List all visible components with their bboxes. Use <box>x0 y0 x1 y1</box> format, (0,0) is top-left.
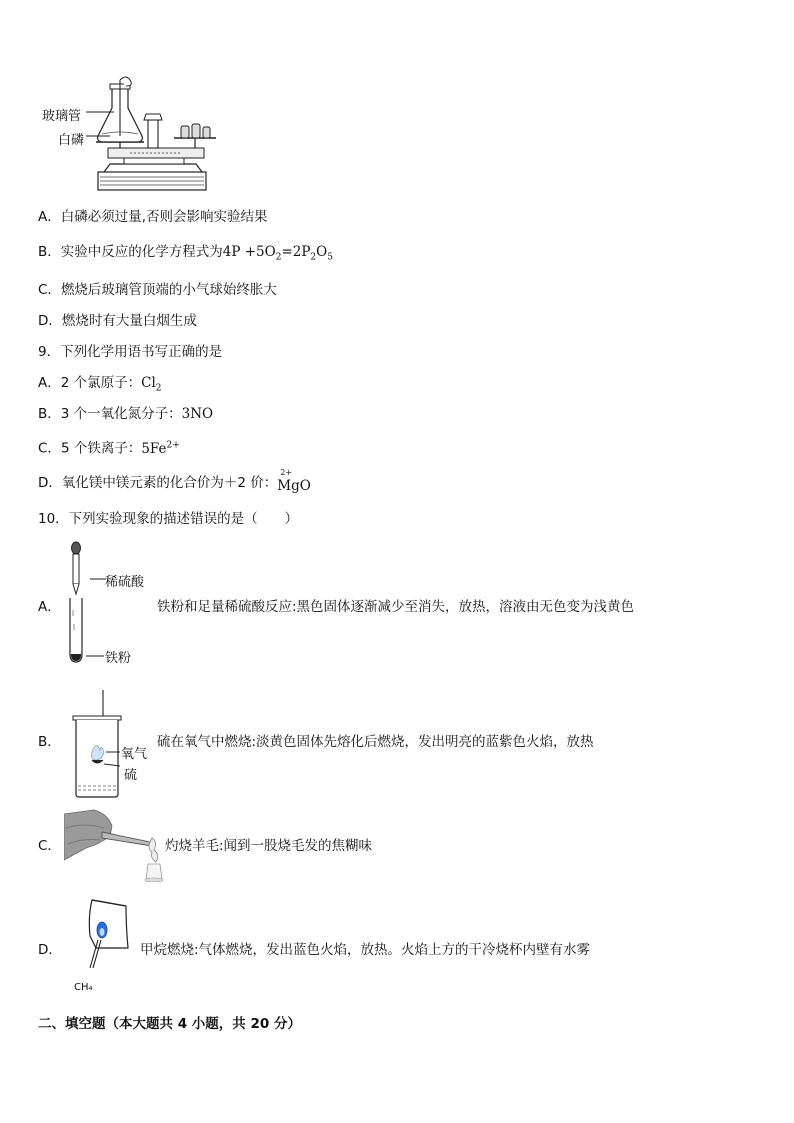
q10-option-c-text: 灼烧羊毛:闻到一股烧毛发的焦糊味 <box>165 838 373 854</box>
option-text: 5 个铁离子： <box>60 440 142 457</box>
methane-flame-figure <box>80 896 140 980</box>
label-oxygen: 氧气 <box>121 747 148 762</box>
formula: $Cl_2$ <box>141 375 162 394</box>
option-letter: D． <box>38 475 62 491</box>
option-text: 3 个一氧化氮分子： <box>60 406 182 422</box>
dropper-testtube-figure <box>62 540 92 666</box>
burning-wool-drawing <box>64 808 166 882</box>
label-sulfur: 硫 <box>124 768 138 783</box>
q9-option-b <box>38 405 213 423</box>
option-letter: C． <box>38 440 61 457</box>
figure-label-tube: 玻璃管 <box>42 109 82 124</box>
q9-option-d <box>38 468 313 494</box>
valence-formula: 2+ MgO <box>277 474 313 492</box>
label-methane: CH₄ <box>74 982 93 993</box>
option-text: 燃烧后玻璃管顶端的小气球始终胀大 <box>60 282 277 298</box>
option-text: 氧化镁中镁元素的化合价为＋2 价： <box>61 475 278 491</box>
option-text: 燃烧时有大量白烟生成 <box>61 313 197 329</box>
valence-mark: 2+ <box>280 468 293 477</box>
option-letter: B． <box>38 406 61 422</box>
methane-flame-drawing <box>80 896 140 980</box>
option-letter: D． <box>38 313 62 329</box>
section-heading: 二、填空题（本大题共 4 小题，共 20 分） <box>38 1016 301 1032</box>
q9-option-a <box>38 374 162 398</box>
dropper-testtube-drawing <box>62 540 92 666</box>
formula: 3NO <box>181 406 214 422</box>
q10-option-a-letter: A． <box>38 599 61 615</box>
option-text: 2 个氯原子： <box>60 375 142 391</box>
q9-stem: 9．下列化学用语书写正确的是 <box>38 344 223 360</box>
option-letter: B． <box>38 244 61 260</box>
chemical-equation: $4P +5O_2=2P_2O_5$ <box>222 244 333 263</box>
q8-option-c <box>38 281 277 299</box>
label-line <box>90 577 106 581</box>
q8-option-a <box>38 208 268 226</box>
q10-stem: 10．下列实验现象的描述错误的是（ ） <box>38 511 299 527</box>
q10-option-d-letter: D． <box>38 942 62 958</box>
option-letter: C． <box>38 282 61 298</box>
figure-label-phosphorus: 白磷 <box>58 133 85 148</box>
option-letter: A． <box>38 209 61 225</box>
q10-option-d-text: 甲烷燃烧:气体燃烧，发出蓝色火焰，放热。火焰上方的干冷烧杯内壁有水雾 <box>140 942 591 958</box>
q9-option-c <box>38 436 180 458</box>
q8-option-d <box>38 312 197 330</box>
q10-option-b-letter: B． <box>38 734 61 750</box>
q10-option-a-text: 铁粉和足量稀硫酸反应:黑色固体逐渐减少至消失，放热，溶液由无色变为浅黄色 <box>157 599 635 615</box>
option-letter: A． <box>38 375 61 391</box>
q10-option-c-letter: C． <box>38 838 61 854</box>
q10-option-b-text: 硫在氧气中燃烧:淡黄色固体先熔化后燃烧，发出明亮的蓝紫色火焰，放热 <box>157 734 594 750</box>
option-text: 白磷必须过量,否则会影响实验结果 <box>60 209 268 225</box>
gas-jar-figure <box>70 688 126 800</box>
label-line <box>86 654 104 658</box>
gas-jar-drawing <box>70 688 126 800</box>
formula: $5Fe^{2+}$ <box>141 440 180 457</box>
burning-wool-figure <box>64 808 166 882</box>
option-text: 实验中反应的化学方程式为 <box>60 244 223 260</box>
label-dilute-acid: 稀硫酸 <box>105 575 145 590</box>
label-iron-powder: 铁粉 <box>105 651 132 666</box>
q8-option-b <box>38 243 333 267</box>
